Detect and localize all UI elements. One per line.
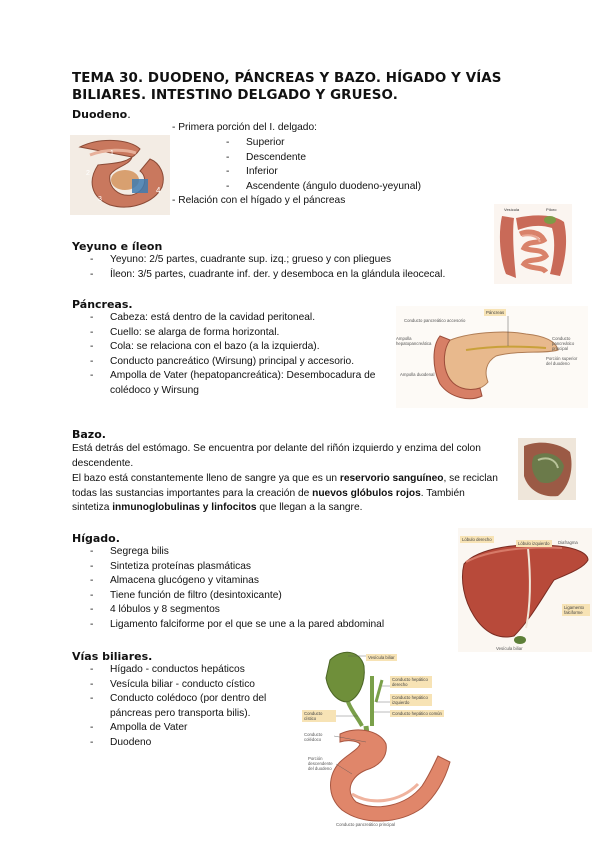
list-item: - Superior — [226, 136, 421, 151]
list-item: - Ampolla de Vater (hepatopancreática): Desembocadura de colédoco y Wirsung — [90, 369, 385, 398]
duodeno-relation: - Relación con el hígado y el páncreas — [172, 195, 346, 206]
pancreas-illustration — [396, 306, 588, 408]
list-item: - Conducto pancreático (Wirsung) principal y accesorio. — [90, 355, 390, 370]
duodeno-parts-list — [226, 136, 421, 194]
intestine-label-piloro: Píloro — [546, 207, 557, 212]
list-item: - Tiene función de filtro (desintoxicante) — [90, 589, 384, 604]
section-heading-vias: Vías biliares. — [72, 650, 153, 663]
biliary-label-main-pancreatic-duct: Conducto pancreático principal — [336, 822, 395, 827]
list-item: - 4 lóbulos y 8 segmentos — [90, 603, 384, 618]
list-item: - Hígado - conductos hepáticos — [90, 663, 290, 678]
pancreas-list — [90, 311, 390, 399]
list-item: - Ampolla de Vater — [90, 721, 290, 736]
bazo-paragraph-1: Está detrás del estómago. Se encuentra por delante del riñón izquierdo y enzima del colon descendente. — [72, 443, 481, 469]
liver-label-gallbladder: Vesícula biliar — [496, 646, 523, 651]
duodenum-part-label-4: 4 — [156, 186, 161, 195]
page-title: TEMA 30. DUODENO, PÁNCREAS Y BAZO. HÍGADO Y VÍAS BILIARES. INTESTINO DELGADO Y GRUESO. — [72, 71, 502, 103]
duodenum-illustration — [70, 135, 170, 215]
pancreas-label-superior-portion: Porción superior del duodeno — [546, 356, 578, 366]
bazo-text: que llegan a la sangre. — [256, 502, 363, 514]
biliary-label-descending-duodenum: Porción descendente del duodeno — [308, 756, 333, 771]
pancreas-label-accessory-duct: Conducto pancreático accesorio — [404, 318, 466, 323]
duodenum-part-label-2: 2 — [86, 170, 90, 177]
bazo-text: El bazo está constantemente lleno de sangre ya que es un — [72, 473, 340, 484]
list-item: - Ascendente (ángulo duodeno-yeyunal) — [226, 180, 421, 195]
intestine-label-vesicula: Vesícula — [504, 207, 520, 212]
biliary-label-common-hepatic: Conducto hepático común — [392, 711, 442, 716]
duodenum-part-label-3: 3 — [98, 196, 102, 203]
biliary-illustration — [296, 646, 452, 832]
list-item: - Cabeza: está dentro de la cavidad peritoneal. — [90, 311, 390, 326]
section-heading-higado: Hígado. — [72, 532, 120, 545]
list-item: - Vesícula biliar - conducto cístico — [90, 678, 290, 693]
bazo-emphasis: inmunoglobulinas y linfocitos — [112, 502, 257, 514]
pancreas-label-main-duct: Conducto pancreático principal — [552, 336, 575, 351]
intestine-illustration — [494, 204, 572, 284]
liver-label-right-lobe: Lóbulo derecho — [462, 537, 492, 542]
pancreas-label-ampolla: Ampolla hepatopancreática — [396, 336, 432, 346]
higado-list — [90, 545, 384, 633]
list-item: - Duodeno — [90, 736, 290, 751]
duodeno-intro: - Primera porción del I. delgado: — [172, 122, 317, 133]
spleen-illustration — [518, 438, 576, 500]
biliary-label-cystic-duct: Conducto cístico — [302, 710, 336, 722]
list-item: - Ligamento falciforme por el que se une a la pared abdominal — [90, 618, 384, 633]
pancreas-label-ampolla-duodenal: Ampolla duodenal — [400, 372, 435, 377]
pancreas-label-pancreas: Páncreas — [486, 310, 505, 315]
list-item: - Segrega bilis — [90, 545, 384, 560]
bazo-paragraph-2 — [72, 472, 502, 516]
list-item: - Conducto colédoco (por dentro del páncreas pero transporta bilis). — [90, 692, 290, 721]
biliary-label-common-bile-duct: Conducto colédoco — [304, 732, 323, 742]
yeyuno-list — [90, 253, 445, 282]
section-heading-pancreas: Páncreas. — [72, 298, 133, 311]
section-heading-duodeno — [72, 108, 131, 121]
list-item: - Cuello: se alarga de forma horizontal. — [90, 326, 390, 341]
liver-illustration — [458, 528, 592, 652]
bazo-text: , se reciclan todas las sustancias importantes para la creación de — [72, 473, 498, 499]
section-heading-yeyuno: Yeyuno e íleon — [72, 240, 163, 253]
list-item: - Cola: se relaciona con el bazo (a la izquierda). — [90, 340, 390, 355]
biliary-label-left-hepatic: Conducto hepático izquierdo — [390, 694, 432, 706]
list-item: - Yeyuno: 2/5 partes, cuadrante sup. izq.; grueso y con pliegues — [90, 253, 445, 268]
duodeno-heading-text: Duodeno — [72, 108, 128, 121]
bazo-emphasis: nuevos glóbulos rojos — [312, 487, 421, 499]
liver-label-diaphragm: Diafragma — [558, 540, 578, 545]
list-item: - Almacena glucógeno y vitaminas — [90, 574, 384, 589]
bazo-text: . También sintetiza — [72, 487, 465, 514]
biliary-label-right-hepatic: Conducto hepático derecho — [390, 676, 432, 688]
list-item: - Descendente — [226, 151, 421, 166]
list-item: - Sintetiza proteínas plasmáticas — [90, 560, 384, 575]
bazo-emphasis: reservorio sanguíneo — [339, 473, 444, 484]
duodenum-part-label-1: 1 — [110, 150, 114, 157]
liver-label-left-lobe: Lóbulo izquierdo — [518, 541, 550, 546]
biliary-label-gallbladder: Vesícula biliar — [368, 655, 395, 660]
duodeno-heading-period: . — [127, 108, 131, 121]
section-heading-bazo: Bazo. — [72, 428, 106, 441]
list-item: - Íleon: 3/5 partes, cuadrante inf. der. y desemboca en la glándula ileocecal. — [90, 268, 445, 283]
liver-label-falciform: Ligamento falciforme — [562, 604, 590, 616]
vias-list — [90, 663, 290, 751]
list-item: - Inferior — [226, 165, 421, 180]
